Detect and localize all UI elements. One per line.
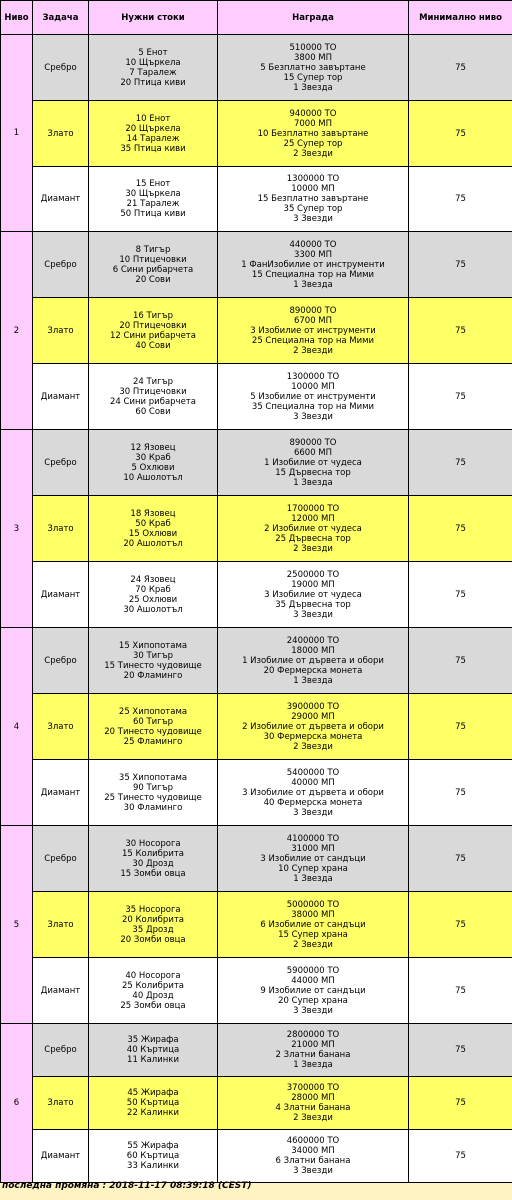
goods-line: 15 Зомби овца bbox=[120, 868, 186, 879]
min-level-cell: 75 bbox=[409, 1077, 512, 1130]
reward-line: 4600000 ТО bbox=[286, 1136, 340, 1146]
min-level-cell: 75 bbox=[409, 232, 512, 298]
goods-line: 50 Краб bbox=[135, 518, 171, 529]
goods-line: 20 Сови bbox=[135, 274, 171, 285]
table-body bbox=[1, 35, 512, 1183]
goods-line: 40 Сови bbox=[135, 340, 171, 351]
goods-line: 5 Енот bbox=[138, 47, 168, 58]
reward-line: 15 Супер храна bbox=[278, 929, 348, 940]
goods-line: 14 Таралеж bbox=[126, 133, 180, 144]
task-cell: Злато bbox=[33, 694, 89, 760]
reward-line: 3 Звезди bbox=[293, 1166, 333, 1176]
level-cell: 1 bbox=[1, 35, 33, 232]
goods-cell bbox=[89, 562, 218, 628]
min-level-cell: 75 bbox=[409, 430, 512, 496]
reward-cell bbox=[218, 232, 409, 298]
min-level-cell: 75 bbox=[409, 1130, 512, 1183]
reward-line: 35 Супер тор bbox=[283, 204, 343, 214]
reward-line: 28000 МП bbox=[291, 1093, 335, 1103]
reward-line: 18000 МП bbox=[291, 645, 335, 656]
reward-line: 3 Изобилие от сандъци bbox=[260, 853, 366, 864]
reward-line: 34000 МП bbox=[291, 1146, 335, 1156]
header-row bbox=[1, 1, 512, 35]
reward-cell bbox=[218, 496, 409, 562]
goods-line: 25 Колибрита bbox=[121, 980, 185, 991]
task-cell: Сребро bbox=[33, 826, 89, 892]
goods-line: 30 Носорога bbox=[125, 838, 181, 849]
task-cell: Сребро bbox=[33, 628, 89, 694]
reward-cell bbox=[218, 1077, 409, 1130]
goods-cell bbox=[89, 364, 218, 430]
reward-line: 20 Супер храна bbox=[278, 995, 348, 1006]
goods-line: 15 Тинесто чудовище bbox=[104, 660, 202, 671]
reward-line: 38000 МП bbox=[291, 909, 335, 920]
header-task: Задача bbox=[33, 1, 89, 35]
reward-line: 10 Супер храна bbox=[278, 863, 348, 874]
reward-line: 3800 МП bbox=[293, 52, 333, 63]
goods-line: 25 Фламинго bbox=[123, 736, 183, 747]
reward-line: 6700 МП bbox=[293, 315, 333, 326]
goods-cell bbox=[89, 496, 218, 562]
task-cell: Диамант bbox=[33, 760, 89, 826]
reward-line: 35 Специална тор на Мими bbox=[251, 401, 375, 412]
goods-line: 6 Сини рибарчета bbox=[112, 264, 194, 275]
reward-line: 3 Звезди bbox=[293, 807, 333, 818]
goods-line: 40 Къртица bbox=[126, 1045, 180, 1055]
task-cell: Сребро bbox=[33, 232, 89, 298]
reward-line: 3 Изобилие от чудеса bbox=[264, 589, 362, 600]
reward-line: 19000 МП bbox=[291, 579, 335, 590]
reward-line: 890000 ТО bbox=[289, 305, 337, 316]
reward-cell bbox=[218, 826, 409, 892]
table-row bbox=[1, 101, 512, 167]
reward-line: 25 Супер тор bbox=[283, 138, 343, 149]
goods-line: 10 Енот bbox=[135, 113, 171, 124]
goods-line: 25 Охлюви bbox=[128, 594, 178, 605]
reward-line: 21000 МП bbox=[291, 1040, 335, 1050]
reward-line: 1 Изобилие от чудеса bbox=[264, 457, 362, 468]
reward-cell bbox=[218, 562, 409, 628]
reward-line: 5000000 ТО bbox=[286, 899, 340, 910]
task-cell: Диамант bbox=[33, 562, 89, 628]
goods-line: 30 Краб bbox=[135, 452, 171, 463]
header-min-level: Минимално ниво bbox=[409, 1, 512, 35]
table-row bbox=[1, 298, 512, 364]
table-row bbox=[1, 364, 512, 430]
reward-line: 15 Дървесна тор bbox=[275, 467, 351, 478]
reward-line: 2 Звезди bbox=[293, 148, 333, 159]
reward-line: 2 Изобилие от чудеса bbox=[264, 523, 362, 534]
task-cell: Сребро bbox=[33, 1024, 89, 1077]
level-cell: 4 bbox=[1, 628, 33, 826]
goods-line: 20 Птицечовки bbox=[119, 320, 187, 331]
goods-cell bbox=[89, 694, 218, 760]
goods-line: 16 Тигър bbox=[132, 310, 174, 321]
goods-line: 60 Къртица bbox=[126, 1151, 180, 1161]
reward-line: 25 Дървесна тор bbox=[275, 533, 351, 544]
reward-line: 1 Звезда bbox=[293, 873, 333, 884]
reward-cell bbox=[218, 892, 409, 958]
table-row bbox=[1, 562, 512, 628]
table-row bbox=[1, 232, 512, 298]
min-level-cell: 75 bbox=[409, 1024, 512, 1077]
reward-line: 2 Звезди bbox=[293, 741, 333, 752]
goods-cell bbox=[89, 101, 218, 167]
goods-line: 40 Дрозд bbox=[132, 990, 174, 1001]
last-modified: последна промяна : 2018-11-17 08:39:18 (CEST) bbox=[2, 1181, 252, 1191]
goods-line: 35 Носорога bbox=[125, 904, 181, 915]
reward-line: 29000 МП bbox=[291, 711, 335, 722]
task-cell: Сребро bbox=[33, 35, 89, 101]
reward-line: 1 Звезда bbox=[293, 675, 333, 686]
goods-line: 35 Дрозд bbox=[132, 924, 174, 935]
goods-line: 60 Тигър bbox=[132, 716, 174, 727]
reward-line: 4 Златни банана bbox=[275, 1103, 351, 1113]
goods-cell bbox=[89, 430, 218, 496]
reward-line: 1700000 ТО bbox=[286, 503, 340, 514]
reward-line: 2 Звезди bbox=[293, 345, 333, 356]
reward-line: 2 Звезди bbox=[293, 939, 333, 950]
goods-line: 30 Щъркела bbox=[125, 189, 181, 199]
reward-line: 2 Изобилие от дървета и обори bbox=[242, 721, 384, 732]
reward-line: 6 Изобилие от сандъци bbox=[260, 919, 366, 930]
reward-line: 6600 МП bbox=[293, 447, 333, 458]
reward-line: 1 Звезда bbox=[293, 279, 333, 290]
task-cell: Злато bbox=[33, 496, 89, 562]
level-cell: 5 bbox=[1, 826, 33, 1024]
reward-line: 3900000 ТО bbox=[286, 701, 340, 712]
reward-line: 1 Звезда bbox=[293, 82, 333, 93]
goods-line: 10 Щъркела bbox=[125, 57, 181, 68]
goods-line: 70 Краб bbox=[135, 584, 171, 595]
task-cell: Сребро bbox=[33, 430, 89, 496]
min-level-cell: 75 bbox=[409, 958, 512, 1024]
table-row bbox=[1, 760, 512, 826]
reward-line: 10000 МП bbox=[291, 381, 335, 392]
reward-line: 6 Златни банана bbox=[275, 1156, 351, 1166]
reward-line: 3 Звезди bbox=[293, 1005, 333, 1016]
reward-line: 20 Фермерска монета bbox=[263, 665, 363, 676]
reward-line: 12000 МП bbox=[291, 513, 335, 524]
goods-line: 20 Щъркела bbox=[125, 123, 181, 134]
reward-cell bbox=[218, 694, 409, 760]
goods-line: 20 Ашолотъл bbox=[123, 538, 183, 549]
min-level-cell: 75 bbox=[409, 562, 512, 628]
reward-line: 2500000 ТО bbox=[286, 569, 340, 580]
goods-line: 90 Тигър bbox=[132, 782, 174, 793]
goods-line: 30 Птицечовки bbox=[119, 386, 187, 397]
level-cell: 3 bbox=[1, 430, 33, 628]
goods-line: 21 Таралеж bbox=[126, 199, 180, 209]
goods-line: 11 Калинки bbox=[127, 1055, 179, 1065]
min-level-cell: 75 bbox=[409, 694, 512, 760]
table-row bbox=[1, 496, 512, 562]
reward-cell bbox=[218, 298, 409, 364]
reward-cell bbox=[218, 1024, 409, 1077]
reward-line: 1300000 ТО bbox=[286, 174, 340, 184]
goods-line: 25 Хипопотама bbox=[118, 706, 188, 717]
reward-line: 10 Безплатно завъртане bbox=[257, 128, 369, 139]
reward-cell bbox=[218, 101, 409, 167]
goods-line: 35 Птица киви bbox=[120, 143, 186, 154]
goods-line: 30 Тигър bbox=[132, 650, 174, 661]
goods-cell bbox=[89, 1130, 218, 1183]
min-level-cell: 75 bbox=[409, 892, 512, 958]
goods-line: 20 Колибрита bbox=[121, 914, 185, 925]
reward-cell bbox=[218, 628, 409, 694]
goods-line: 24 Тигър bbox=[132, 376, 174, 387]
reward-line: 890000 ТО bbox=[289, 437, 337, 448]
goods-line: 55 Жирафа bbox=[127, 1141, 179, 1151]
goods-cell bbox=[89, 1077, 218, 1130]
goods-line: 7 Таралеж bbox=[129, 67, 177, 78]
table-row bbox=[1, 167, 512, 232]
goods-line: 30 Фламинго bbox=[123, 802, 183, 813]
table-row bbox=[1, 694, 512, 760]
reward-line: 35 Дървесна тор bbox=[275, 599, 351, 610]
reward-cell bbox=[218, 1130, 409, 1183]
reward-line: 2800000 ТО bbox=[286, 1030, 340, 1040]
goods-line: 25 Тинесто чудовище bbox=[104, 792, 202, 803]
task-cell: Злато bbox=[33, 892, 89, 958]
min-level-cell: 75 bbox=[409, 101, 512, 167]
table-row bbox=[1, 1130, 512, 1183]
reward-line: 5 Безплатно завъртане bbox=[260, 62, 366, 73]
reward-line: 10000 МП bbox=[291, 184, 335, 194]
reward-line: 3 Звезди bbox=[293, 609, 333, 620]
goods-line: 20 Птица киви bbox=[120, 77, 186, 88]
reward-line: 3700000 ТО bbox=[286, 1083, 340, 1093]
goods-line: 20 Зомби овца bbox=[120, 934, 186, 945]
goods-line: 24 Сини рибарчета bbox=[110, 396, 196, 407]
goods-line: 33 Калинки bbox=[127, 1161, 179, 1171]
goods-line: 15 Хипопотама bbox=[118, 640, 188, 651]
reward-line: 44000 МП bbox=[291, 975, 335, 986]
min-level-cell: 75 bbox=[409, 760, 512, 826]
reward-line: 5900000 ТО bbox=[286, 965, 340, 976]
goods-line: 30 Ашолотъл bbox=[123, 604, 183, 615]
reward-line: 3 Изобилие от инструменти bbox=[250, 325, 376, 336]
min-level-cell: 75 bbox=[409, 167, 512, 232]
table-row bbox=[1, 430, 512, 496]
goods-line: 35 Хипопотама bbox=[118, 772, 188, 783]
reward-line: 15 Специална тор на Мими bbox=[251, 269, 375, 280]
goods-line: 15 Охлюви bbox=[128, 528, 178, 539]
goods-line: 8 Тигър bbox=[135, 244, 171, 255]
goods-line: 20 Фламинго bbox=[123, 670, 183, 681]
goods-line: 10 Ашолотъл bbox=[123, 472, 183, 483]
task-cell: Диамант bbox=[33, 167, 89, 232]
reward-line: 2 Звезди bbox=[293, 543, 333, 554]
reward-line: 9 Изобилие от сандъци bbox=[260, 985, 366, 996]
goods-line: 15 Енот bbox=[135, 179, 171, 189]
min-level-cell: 75 bbox=[409, 364, 512, 430]
goods-line: 35 Жирафа bbox=[127, 1035, 179, 1045]
goods-cell bbox=[89, 892, 218, 958]
reward-line: 5 Изобилие от инструменти bbox=[250, 391, 376, 402]
task-cell: Диамант bbox=[33, 1130, 89, 1183]
header-reward: Награда bbox=[218, 1, 409, 35]
level-cell: 6 bbox=[1, 1024, 33, 1183]
task-cell: Диамант bbox=[33, 958, 89, 1024]
reward-line: 1 Звезда bbox=[293, 1060, 333, 1070]
reward-line: 7000 МП bbox=[293, 118, 333, 129]
reward-line: 15 Безплатно завъртане bbox=[257, 194, 369, 204]
reward-cell bbox=[218, 958, 409, 1024]
reward-line: 3 Звезди bbox=[293, 214, 333, 224]
goods-cell bbox=[89, 298, 218, 364]
table-row bbox=[1, 1024, 512, 1077]
reward-cell bbox=[218, 35, 409, 101]
goods-cell bbox=[89, 1024, 218, 1077]
reward-line: 1 ФанИзобилие от инструменти bbox=[241, 259, 385, 270]
table-row bbox=[1, 826, 512, 892]
reward-line: 3 Изобилие от дървета и обори bbox=[242, 787, 384, 798]
goods-cell bbox=[89, 760, 218, 826]
reward-line: 510000 ТО bbox=[289, 42, 337, 53]
table-row bbox=[1, 628, 512, 694]
table-row bbox=[1, 892, 512, 958]
reward-line: 1300000 ТО bbox=[286, 371, 340, 382]
goods-line: 15 Колибрита bbox=[121, 848, 185, 859]
reward-cell bbox=[218, 364, 409, 430]
goods-line: 60 Сови bbox=[135, 406, 171, 417]
table-row bbox=[1, 958, 512, 1024]
reward-line: 25 Специална тор на Мими bbox=[251, 335, 375, 346]
reward-line: 3 Звезди bbox=[293, 411, 333, 422]
goods-line: 5 Охлюви bbox=[131, 462, 175, 473]
task-cell: Злато bbox=[33, 101, 89, 167]
goods-cell bbox=[89, 35, 218, 101]
reward-line: 40 Фермерска монета bbox=[263, 797, 363, 808]
table-row bbox=[1, 35, 512, 101]
min-level-cell: 75 bbox=[409, 826, 512, 892]
task-cell: Злато bbox=[33, 298, 89, 364]
reward-line: 2 Златни банана bbox=[275, 1050, 351, 1060]
reward-cell bbox=[218, 430, 409, 496]
goods-line: 22 Калинки bbox=[127, 1108, 179, 1118]
reward-line: 4100000 ТО bbox=[286, 833, 340, 844]
reward-line: 2 Звезди bbox=[293, 1113, 333, 1123]
goods-line: 45 Жирафа bbox=[127, 1088, 179, 1098]
task-cell: Диамант bbox=[33, 364, 89, 430]
reward-line: 40000 МП bbox=[291, 777, 335, 788]
reward-line: 440000 ТО bbox=[289, 239, 337, 250]
reward-line: 5400000 ТО bbox=[286, 767, 340, 778]
level-cell: 2 bbox=[1, 232, 33, 430]
task-cell: Злато bbox=[33, 1077, 89, 1130]
reward-cell bbox=[218, 167, 409, 232]
reward-line: 1 Звезда bbox=[293, 477, 333, 488]
goods-line: 18 Язовец bbox=[130, 508, 176, 519]
header-level: Ниво bbox=[1, 1, 33, 35]
goods-line: 20 Тинесто чудовище bbox=[104, 726, 202, 737]
goods-line: 25 Зомби овца bbox=[120, 1000, 186, 1011]
min-level-cell: 75 bbox=[409, 35, 512, 101]
goods-cell bbox=[89, 958, 218, 1024]
min-level-cell: 75 bbox=[409, 628, 512, 694]
min-level-cell: 75 bbox=[409, 298, 512, 364]
reward-line: 1 Изобилие от дървета и обори bbox=[242, 655, 384, 666]
reward-line: 15 Супер тор bbox=[283, 72, 343, 83]
reward-line: 3300 МП bbox=[293, 249, 333, 260]
goods-cell bbox=[89, 232, 218, 298]
reward-line: 2400000 ТО bbox=[286, 635, 340, 646]
goods-line: 50 Къртица bbox=[126, 1098, 180, 1108]
reward-cell bbox=[218, 760, 409, 826]
goods-cell bbox=[89, 826, 218, 892]
goods-cell bbox=[89, 167, 218, 232]
header-goods: Нужни стоки bbox=[89, 1, 218, 35]
reward-line: 31000 МП bbox=[291, 843, 335, 854]
goods-line: 10 Птицечовки bbox=[119, 254, 187, 265]
table-row bbox=[1, 1077, 512, 1130]
goods-line: 12 Язовец bbox=[130, 442, 176, 453]
goods-line: 12 Сини рибарчета bbox=[110, 330, 196, 341]
min-level-cell: 75 bbox=[409, 496, 512, 562]
goods-cell bbox=[89, 628, 218, 694]
goods-line: 40 Носорога bbox=[125, 970, 181, 981]
reward-line: 940000 ТО bbox=[289, 108, 337, 119]
goods-line: 50 Птица киви bbox=[120, 209, 186, 219]
goods-line: 30 Дрозд bbox=[132, 858, 174, 869]
goods-line: 24 Язовец bbox=[130, 574, 176, 585]
reward-line: 30 Фермерска монета bbox=[263, 731, 363, 742]
